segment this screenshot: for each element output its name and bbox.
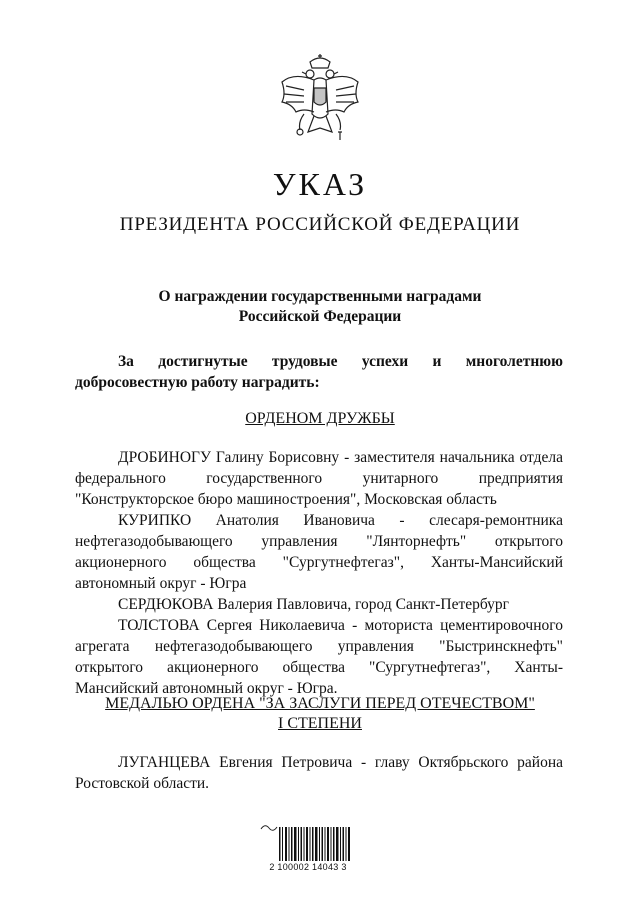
section-heading-medal-text: МЕДАЛЬЮ ОРДЕНА "ЗА ЗАСЛУГИ ПЕРЕД ОТЕЧЕСТВОМ" [105,695,535,712]
award-item: СЕРДЮКОВА Валерия Павловича, город Санкт-Петербург [118,596,510,613]
subject-line-2: Российской Федерации [238,308,402,325]
subject-heading [0,287,640,327]
barcode-number: 2 100002 14043 3 [269,862,347,872]
coat-of-arms-icon [274,52,366,152]
award-list-medal [75,752,563,794]
award-item: КУРИПКО Анатолия Ивановича - слесаря-ремонтника нефтегазодобывающего управления "Лянторнефть" открытого акционерного общества "Сургутнефтегаз", Ханты-Мансийский автономный округ - Югра [75,512,563,592]
barcode-icon [255,823,361,883]
section-heading-order [0,409,640,429]
document-subtitle: ПРЕЗИДЕНТА РОССИЙСКОЙ ФЕДЕРАЦИИ [119,214,521,235]
document-title: УКАЗ [272,166,368,202]
award-item: ЛУГАНЦЕВА Евгения Петровича - главу Октябрьского района Ростовской области. [75,754,563,792]
award-item: ТОЛСТОВА Сергея Николаевича - моториста цементировочного агрегата нефтегазодобывающего управления "Быстринскнефть" открытого акционерного общества "Сургутнефтегаз", Ханты-Мансийский автономный округ - Югра. [75,617,563,697]
section-heading-medal [0,694,640,734]
section-heading-order-text: ОРДЕНОМ ДРУЖБЫ [245,410,395,427]
award-list-order [75,447,563,699]
section-heading-medal-degree: I СТЕПЕНИ [278,715,362,732]
subject-line-1: О награждении государственными наградами [158,288,482,305]
intro-paragraph: За достигнутые трудовые успехи и многолетнюю добросовестную работу наградить: [75,353,563,391]
award-item: ДРОБИНОГУ Галину Борисовну - заместителя начальника отдела федерального государственного унитарного предприятия "Конструкторское бюро машиностроения", Московская область [75,449,563,508]
